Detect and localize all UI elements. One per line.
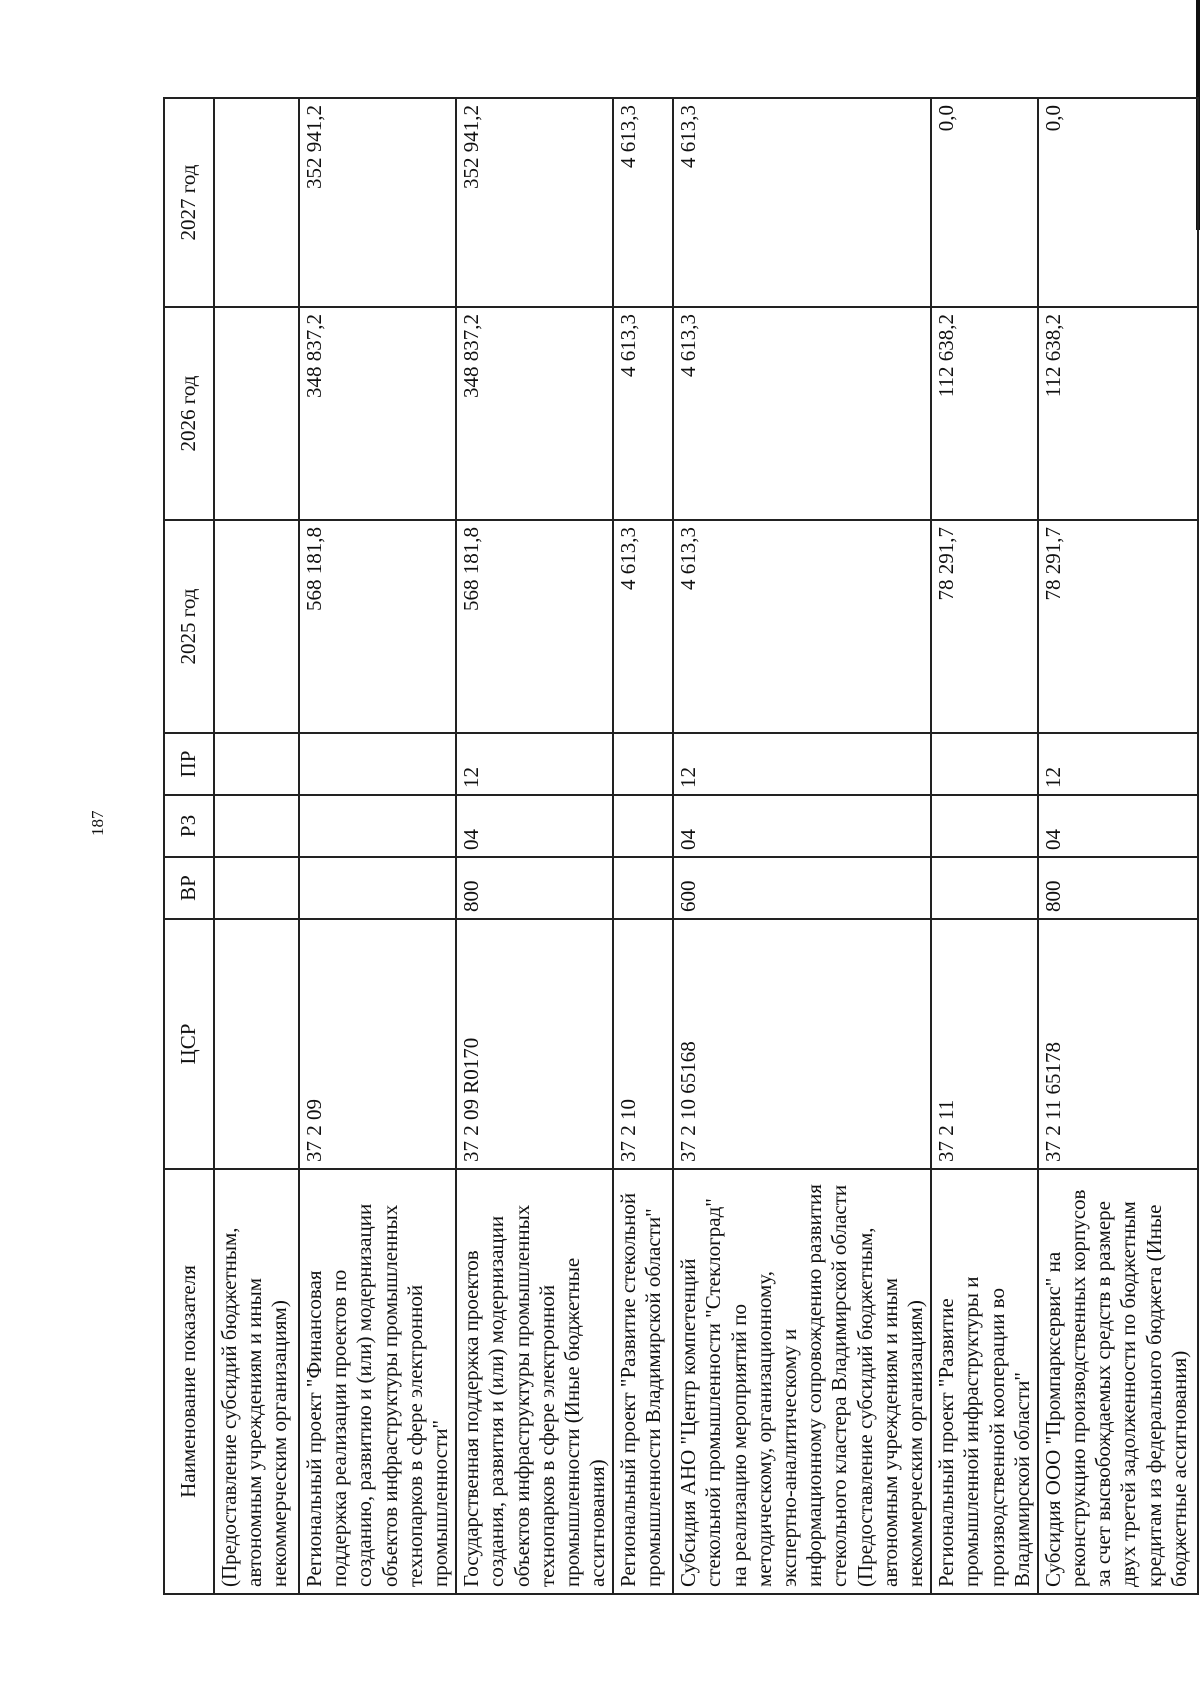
- cell-2026: 112 638,2: [931, 307, 1038, 520]
- table-row: [456, 98, 613, 1594]
- table-row: [613, 98, 673, 1594]
- cell-name: Государственная поддержка проектов создания, развития и (или) модернизации объектов инфраструктуры промышленных технопарков в сфере электронной промышленности (Иные бюджетные ассигнования): [456, 1169, 613, 1594]
- cell-2026: 348 837,2: [456, 307, 613, 520]
- cell-rz: [613, 795, 673, 857]
- header-pr: ПР: [164, 733, 214, 795]
- cell-vr: 600: [673, 857, 931, 919]
- header-rz: РЗ: [164, 795, 214, 857]
- table-header-row: [164, 98, 214, 1594]
- cell-name: Региональный проект "Развитие стекольной промышленности Владимирской области": [613, 1169, 673, 1594]
- header-2027: 2027 год: [164, 98, 214, 307]
- rotated-table-wrapper: [163, 99, 1191, 1595]
- cell-csr: 37 2 11: [931, 919, 1038, 1169]
- table-row: [673, 98, 931, 1594]
- cell-rz: [931, 795, 1038, 857]
- cell-2025: 4 613,3: [613, 520, 673, 733]
- cell-2027: 4 613,3: [613, 98, 673, 307]
- cell-rz: [214, 795, 299, 857]
- cell-pr: [214, 733, 299, 795]
- cell-name: Региональный проект "Финансовая поддержка реализации проектов по созданию, развитию и (или) модернизации объектов инфраструктуры промышленных технопарков в сфере электронной промышленности": [299, 1169, 456, 1594]
- table-row: [1038, 98, 1198, 1594]
- cell-vr: [613, 857, 673, 919]
- cell-2025: [214, 520, 299, 733]
- cell-pr: 12: [673, 733, 931, 795]
- table-row: [931, 98, 1038, 1594]
- cell-pr: 12: [456, 733, 613, 795]
- cell-pr: [613, 733, 673, 795]
- cell-2027: 352 941,2: [456, 98, 613, 307]
- page-number: 187: [88, 810, 107, 836]
- cell-rz: 04: [673, 795, 931, 857]
- cell-csr: 37 2 11 65178: [1038, 919, 1198, 1169]
- cell-vr: 800: [1038, 857, 1198, 919]
- budget-table: [163, 97, 1199, 1595]
- header-name: Наименование показателя: [164, 1169, 214, 1594]
- cell-rz: [299, 795, 456, 857]
- cell-2026: 4 613,3: [613, 307, 673, 520]
- cell-2025: 568 181,8: [299, 520, 456, 733]
- cell-2027: 4 613,3: [673, 98, 931, 307]
- cell-vr: [931, 857, 1038, 919]
- cell-rz: 04: [1038, 795, 1198, 857]
- table-row: [214, 98, 299, 1594]
- cell-csr: 37 2 09: [299, 919, 456, 1169]
- cell-csr: [214, 919, 299, 1169]
- cell-2025: 568 181,8: [456, 520, 613, 733]
- cell-rz: 04: [456, 795, 613, 857]
- cell-csr: 37 2 10 65168: [673, 919, 931, 1169]
- header-2026: 2026 год: [164, 307, 214, 520]
- cell-pr: [931, 733, 1038, 795]
- cell-2025: 78 291,7: [1038, 520, 1198, 733]
- table-row: [299, 98, 456, 1594]
- cell-2027: 0,0: [931, 98, 1038, 307]
- cell-2027: [214, 98, 299, 307]
- cell-name: Субсидия ООО "Промпарксервис" на реконструкцию производственных корпусов за счет высвобождаемых средств в размере двух третей задолженности по бюджетным кредитам из федерального бюджета (Иные бюджетные ассигнования): [1038, 1169, 1198, 1594]
- cell-name: Региональный проект "Развитие промышленной инфраструктуры и производственной кооперации во Владимирской области": [931, 1169, 1038, 1594]
- cell-vr: [299, 857, 456, 919]
- cell-2026: [214, 307, 299, 520]
- cell-2025: 4 613,3: [673, 520, 931, 733]
- cell-vr: [214, 857, 299, 919]
- cell-2026: 4 613,3: [673, 307, 931, 520]
- header-csr: ЦСР: [164, 919, 214, 1169]
- cell-2025: 78 291,7: [931, 520, 1038, 733]
- header-2025: 2025 год: [164, 520, 214, 733]
- cell-2026: 348 837,2: [299, 307, 456, 520]
- cell-csr: 37 2 09 R0170: [456, 919, 613, 1169]
- cell-csr: 37 2 10: [613, 919, 673, 1169]
- cell-name: (Предоставление субсидий бюджетным, автономным учреждениям и иным некоммерческим организациям): [214, 1169, 299, 1594]
- cell-pr: [299, 733, 456, 795]
- cell-2026: 112 638,2: [1038, 307, 1198, 520]
- cell-pr: 12: [1038, 733, 1198, 795]
- cell-name: Субсидия АНО "Центр компетенций стекольной промышленности "Стеклоград" на реализацию мероприятий по методическому, организационному, экспертно-аналитическому и информационному сопровождению развития стекольного кластера Владимирской области (Предоставление субсидий бюджетным, автономным учреждениям и иным некоммерческим организациям): [673, 1169, 931, 1594]
- cell-vr: 800: [456, 857, 613, 919]
- cell-2027: 0,0: [1038, 98, 1198, 307]
- header-vr: ВР: [164, 857, 214, 919]
- cell-2027: 352 941,2: [299, 98, 456, 307]
